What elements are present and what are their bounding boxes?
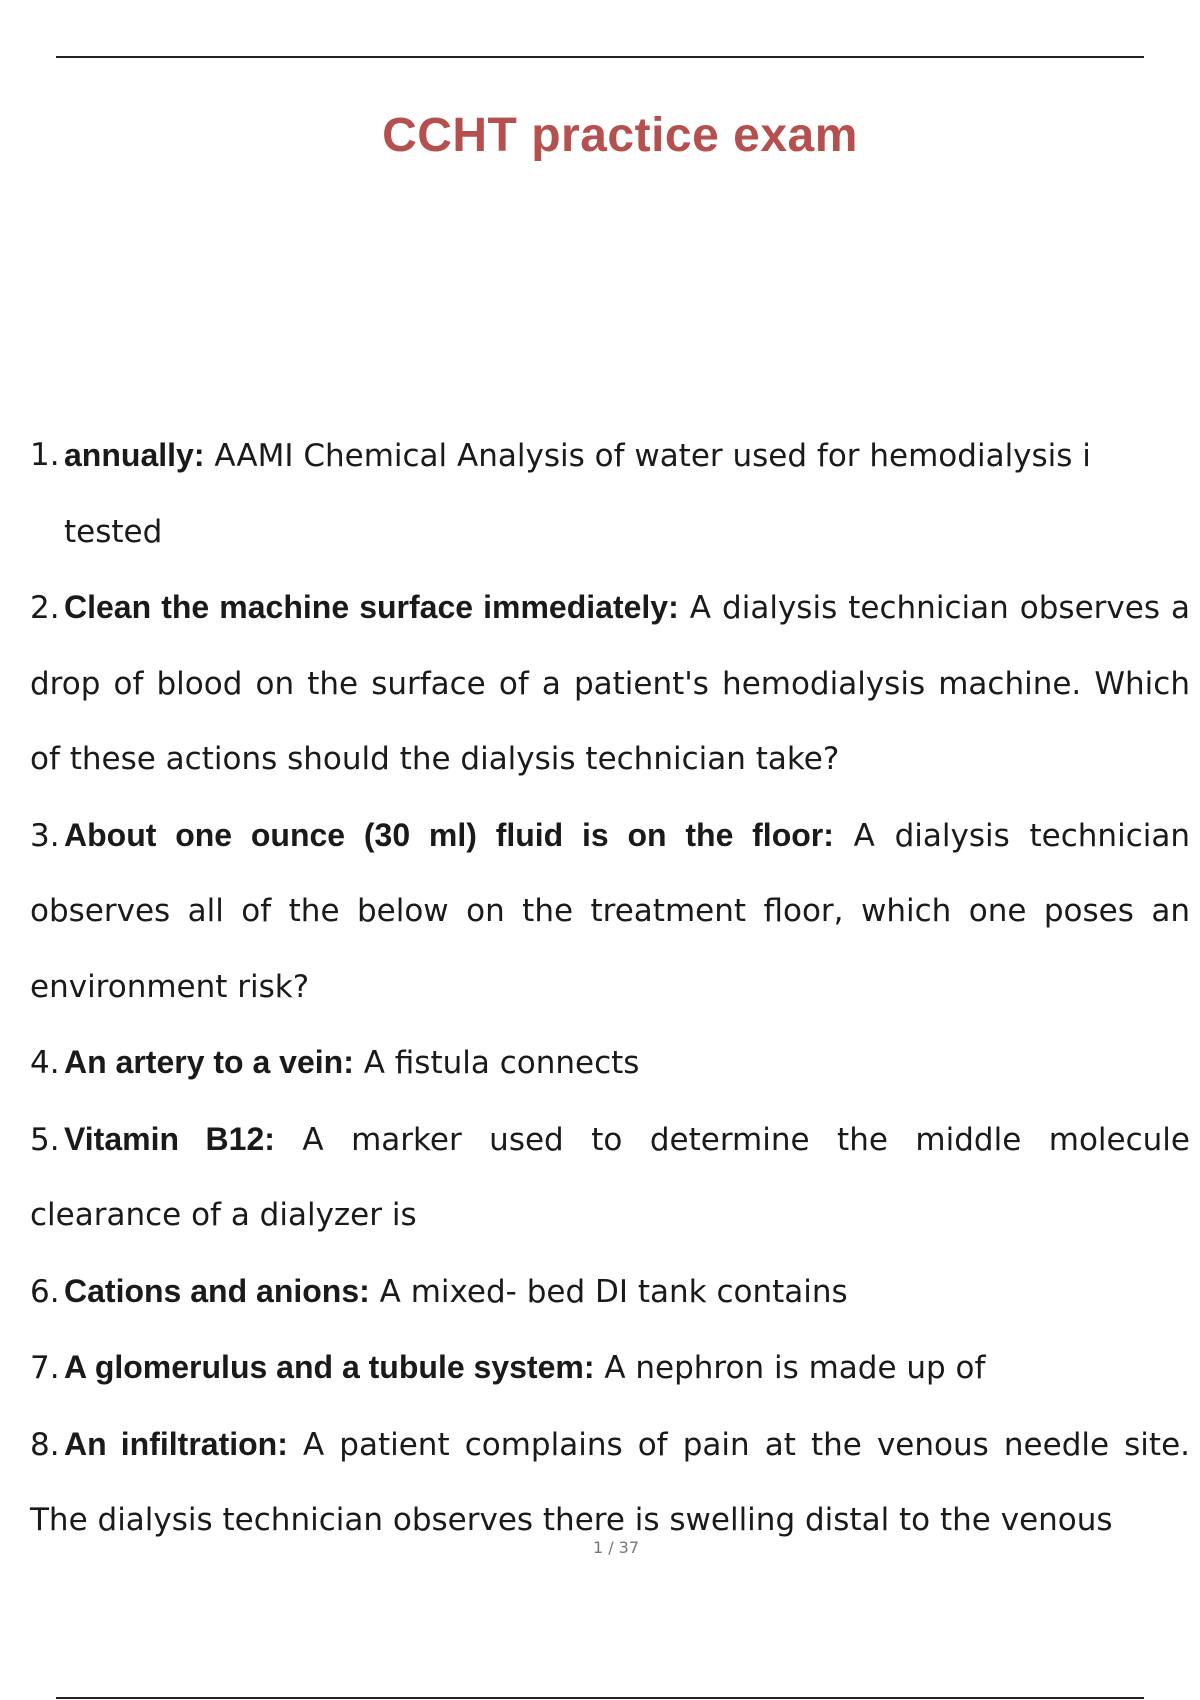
- question-term: An infiltration:: [64, 1425, 288, 1462]
- question-term: A glomerulus and a tubule system:: [64, 1349, 595, 1385]
- question-text: A dialysis technician observes all of the below on the treatment floor, which one poses an environment risk?: [30, 817, 1190, 1005]
- question-item-5: [30, 1102, 1190, 1254]
- question-item-7: [30, 1330, 1190, 1407]
- question-term: Cations and anions:: [64, 1272, 370, 1309]
- bottom-divider: [56, 1697, 1144, 1699]
- question-item-1: [30, 418, 1190, 570]
- question-number: 6.: [30, 1273, 60, 1310]
- question-text: A nephron is made up of: [594, 1350, 986, 1386]
- question-number: 2.: [30, 590, 60, 626]
- question-text: A marker used to determine the middle molecule clearance of a dialyzer is: [30, 1121, 1190, 1233]
- question-text: A mixed- bed DI tank contains: [369, 1273, 848, 1310]
- question-number: 1.: [30, 437, 60, 473]
- question-item-6: [30, 1254, 1190, 1331]
- question-number: 5.: [30, 1121, 60, 1158]
- question-number: 8.: [30, 1426, 60, 1463]
- question-term: Clean the machine surface immediately:: [64, 589, 679, 625]
- question-number: 4.: [30, 1045, 60, 1081]
- question-list: [30, 418, 1190, 1559]
- question-item-3: [30, 798, 1190, 1026]
- question-text: A dialysis technician observes a drop of blood on the surface of a patient's hemodialysis machine. Which of these actions should the dialysis technician take?: [30, 590, 1191, 777]
- question-text-continued: tested: [64, 513, 163, 550]
- question-text: A fistula connects: [353, 1045, 640, 1081]
- question-item-2: [30, 570, 1190, 798]
- question-number: 7.: [30, 1350, 60, 1386]
- question-term: annually:: [64, 437, 205, 473]
- question-term: An artery to a vein:: [64, 1044, 354, 1080]
- top-divider: [56, 56, 1144, 58]
- question-number: 3.: [30, 817, 60, 854]
- question-text: A patient complains of pain at the venous needle site. The dialysis technician observes there is swelling distal to the venous: [30, 1426, 1190, 1538]
- question-term: Vitamin B12:: [64, 1120, 275, 1157]
- page-title: CCHT practice exam: [382, 109, 858, 162]
- question-text: AAMI Chemical Analysis of water used for hemodialysis i: [204, 438, 1091, 474]
- question-term: About one ounce (30 ml) fluid is on the floor:: [64, 816, 834, 853]
- page-indicator: 1 / 37: [592, 1538, 640, 1557]
- question-item-4: [30, 1025, 1190, 1102]
- question-item-8: [30, 1407, 1190, 1559]
